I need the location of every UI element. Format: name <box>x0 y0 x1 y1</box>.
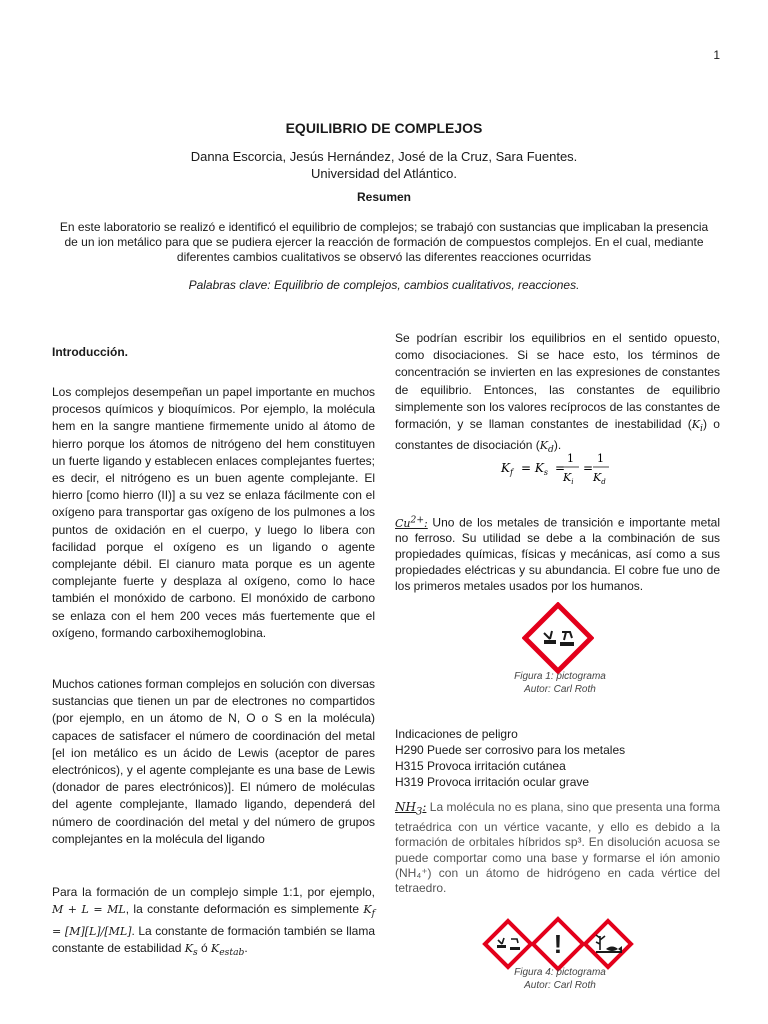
corrosive-surface-left <box>544 640 556 644</box>
para3-text-a: Para la formación de un complejo simple 1:1, por ejemplo, <box>52 885 375 899</box>
frac2-denominator: $K_d$ <box>593 471 606 486</box>
page-number: 1 <box>713 48 720 62</box>
figure-1-caption <box>500 670 620 696</box>
dissociation-paragraph <box>395 330 720 459</box>
para3-text-c: . La constante de formación también se llama constante de estabilidad <box>52 923 375 955</box>
formula-ks: = $K_s$ <box>521 461 548 477</box>
ground-line <box>596 951 622 953</box>
ghs-diamond-border <box>525 605 591 671</box>
figure-1-caption-title: Figura 1: pictograma <box>514 671 606 682</box>
dissociation-text: Se podrían escribir los equilibrios en el sentido opuesto, como disociaciones. Si se hace esto, los términos de concentración se invierten en las expresiones de constantes de equilibrio. Entonces, las constantes de equilibrio simplemente son los valores recíprocos de las constantes de formación, y se llaman constantes de inestabilidad ( <box>395 331 720 432</box>
hazard-heading: Indicaciones de peligro <box>395 727 518 741</box>
affiliation: Universidad del Atlántico. <box>311 166 457 181</box>
ghs-diamond-border <box>485 921 531 967</box>
frac2-numerator: 1 <box>597 452 604 465</box>
nh3-label: $NH_3$: <box>395 800 427 818</box>
formula-kf: $K_f$ <box>501 461 513 477</box>
figure-4-caption-title: Figura 4: pictograma <box>514 967 606 978</box>
corrosive-pictogram-small-icon <box>482 918 534 970</box>
intro-paragraph-2: Muchos cationes forman complejos en solución con diversas sustancias que tienen un par de electrones no compartidos (por ejemplo, en un átomo de N, O o S en la molécula) capaces de satisfacer el número de coordinación del metal [el ion metálico es un ácido de Lewis (aceptor de pares electrónicos), y el agente complejante es una base de Lewis (donador de pares electrónicos)]. El número de moléculas del agente complejante, llamado ligando, dependerá del número de coordinación del metal y del número de grupos complejantes en la molécula del ligando <box>52 677 375 846</box>
author-block <box>0 148 768 182</box>
formula-equals-2: = <box>583 461 594 475</box>
kd-symbol: $K_d$ <box>539 439 554 456</box>
corrosive-surface-right <box>510 947 520 950</box>
hazard-statements <box>395 726 720 790</box>
corrosive-surface-right <box>560 642 574 646</box>
ghs-diamond-border <box>585 921 631 967</box>
or-text: ó <box>197 940 212 955</box>
corrosive-surface-left <box>497 945 506 948</box>
intro-paragraph-3 <box>52 884 375 961</box>
para3-text-b: , la constante deformación es simplemente <box>125 902 359 917</box>
dissociation-text-mid: ) o constantes de disociación ( <box>395 417 720 453</box>
exclamation-mark: ! <box>553 929 563 959</box>
ammonia-paragraph <box>395 800 720 897</box>
equation-ml: M + L = ML <box>52 903 126 917</box>
dissociation-text-end: ). <box>553 438 562 453</box>
frac1-numerator: 1 <box>567 452 574 465</box>
ammonia-text: La molécula no es plana, sino que presenta una forma tetraédrica con un vértice vacante, y ello es debido a la formación de orbitales híbridos sp³. En disolución acuosa se puede comportar como una base y formarse el ión amonio (NH₄⁺) con un átomo de hidrógeno en cada vértice del tetraedro. <box>395 800 720 896</box>
paper-title: EQUILIBRIO DE COMPLEJOS <box>285 120 483 136</box>
exclamation-pictogram-icon <box>530 916 586 972</box>
environment-pictogram-icon <box>582 918 634 970</box>
ki-symbol: $K_i$ <box>691 418 703 435</box>
kf-symbol: $K_f = [M][L]/[ML]$ <box>52 903 375 938</box>
intro-heading: Introducción. <box>52 345 128 359</box>
figure-1-caption-author: Autor: Carl Roth <box>524 684 596 695</box>
frac1-denominator: $K_i$ <box>563 471 574 486</box>
copper-text: Uno de los metales de transición e importante metal no ferroso. Su utilidad se debe a la combinación de sus propiedades químicas, físicas y mecánicas, así como a sus propiedades eléctricas y su abundancia. El cobre fue uno de los primeros metales usados por los humanos. <box>395 515 720 593</box>
figure-4-caption <box>500 966 620 992</box>
abstract: En este laboratorio se realizó e identificó el equilibrio de complejos; se trabajó con sustancias que implicaban la presencia de un ion metálico para que se pudiera ejercer la reacción de formación de compuestos complejos. En el cual, mediante diferentes cambios cualitativos se observó las diferentes reacciones ocurridas <box>59 220 709 264</box>
hazard-item: H319 Provoca irritación ocular grave <box>395 775 590 789</box>
copper-paragraph <box>395 512 720 595</box>
intro-paragraph-1: Los complejos desempeñan un papel importante en muchos procesos químicos y bioquímicos. Por ejemplo, la molécula hem en la sangre mantiene firmemente unido al átomo de hierro porque los átomos de nitrógeno del hem constituyen un fuerte ligando y establecen enlaces complejantes fuertes; es decir, el nitrógeno es un buen agente complejante. El hierro [como hierro (II)] a su vez se enlaza fácilmente con el oxígeno para transportar gas oxígeno de los pulmones a los puntos de oxidación en el cuerpo, y luego lo libera con facilidad porque el oxígeno es un ligando o agente complejante débil. El cianuro mata porque es un agente complejante fuerte y desplaza al oxígeno, como lo hace también el monóxido de carbono. El monóxido de carbono se enlaza con el hem 200 veces más fuertemente que el oxígeno, formando carboxihemoglobina. <box>52 385 375 640</box>
abstract-heading: Resumen <box>356 190 412 204</box>
cu-label: $Cu^{2+}$: <box>395 514 428 530</box>
para3-end: . <box>244 940 248 955</box>
corrosive-pictogram-icon <box>522 602 594 674</box>
kf-formula <box>395 448 720 488</box>
figure-4-caption-author: Autor: Carl Roth <box>524 980 596 991</box>
ks-symbol: $K_s$ <box>184 941 198 958</box>
formula-equals-1: = <box>555 461 566 475</box>
authors: Danna Escorcia, Jesús Hernández, José de la Cruz, Sara Fuentes. <box>190 149 578 164</box>
hazard-item: H290 Puede ser corrosivo para los metales <box>395 743 626 757</box>
hazard-item: H315 Provoca irritación cutánea <box>395 759 566 773</box>
kestab-symbol: $K_{estab}$ <box>211 941 245 958</box>
keywords: Palabras clave: Equilibrio de complejos, cambios cualitativos, reacciones. <box>188 278 580 292</box>
